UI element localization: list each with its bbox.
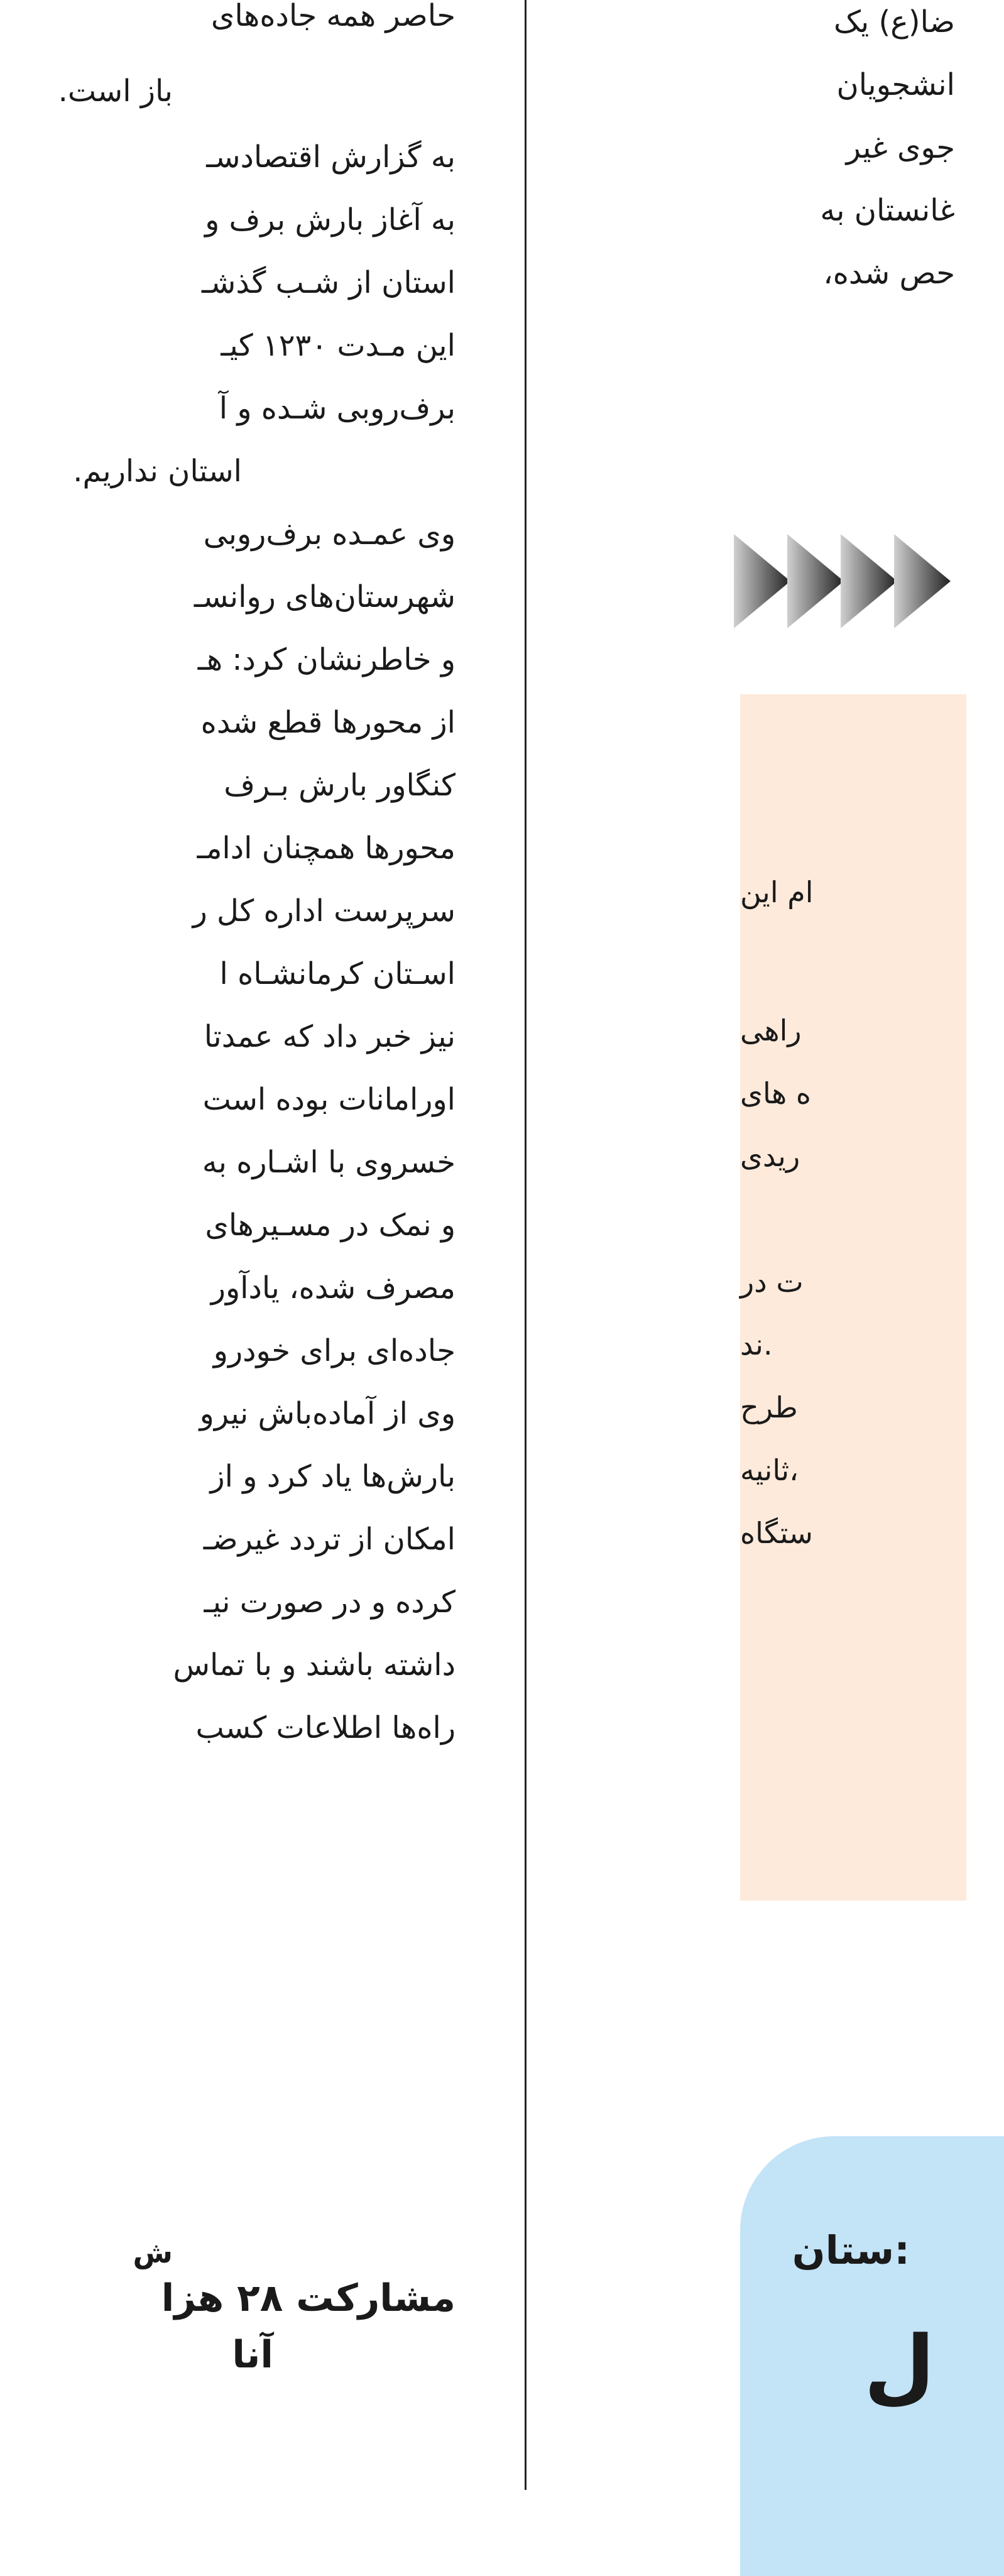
paragraph-line: حاصر همه جاده‌های: [210, 0, 456, 33]
subhead-title: مشارکت ۲۸ هزا: [161, 2276, 456, 2320]
paragraph-line: استان از شـب گذشـ: [202, 265, 456, 300]
box-line: ریدی: [740, 1139, 800, 1173]
paragraph-line: سرپرست اداره کل ر: [192, 893, 456, 929]
paragraph-line: از محورها قطع شده: [200, 705, 456, 740]
paragraph-line: داشته باشند و با تماس: [173, 1647, 456, 1683]
paragraph-line: به آغاز بارش برف و: [205, 202, 456, 237]
paragraph-line: شهرستان‌های روانسـ: [194, 579, 456, 614]
paragraph-line: جاده‌ای برای خودرو: [213, 1333, 456, 1368]
arrow-chevrons-icon: [734, 528, 960, 635]
paragraph-line: بارش‌ها یاد کرد و از: [210, 1459, 456, 1494]
right-top-line: ضا(ع) یک: [833, 4, 955, 40]
right-column: [527, 0, 955, 2490]
paragraph-line: اسـتان کرمانشـاه ا: [219, 956, 456, 991]
paragraph-line: به گزارش اقتصادسـ: [206, 139, 456, 175]
box-line: راهی: [740, 1013, 802, 1047]
paragraph-line: استان نداریم.: [73, 454, 242, 489]
right-top-line: جوی غیر: [846, 130, 955, 165]
paragraph-line: کنگاور بارش بـرف: [224, 768, 456, 803]
box-line: ند.: [740, 1328, 773, 1362]
right-top-line: انشجویان: [836, 67, 955, 102]
paragraph-line: راه‌ها اطلاعات کسب: [195, 1710, 456, 1745]
paragraph-line: و نمک در مسـیرهای: [205, 1208, 456, 1243]
paragraph-line: نیز خبر داد که عمدتا: [204, 1019, 456, 1054]
paragraph-line: وی از آماده‌باش نیرو: [199, 1396, 456, 1431]
paragraph-line: مصرف شده، یادآور: [210, 1270, 456, 1306]
box-line: طرح: [740, 1390, 798, 1424]
paragraph-line: محورها همچنان ادامـ: [197, 831, 456, 866]
box-line: ثانیه،: [740, 1453, 799, 1487]
box-line: ه های: [740, 1076, 812, 1110]
paragraph-line: وی عمـده برف‌روبی: [203, 516, 456, 552]
paragraph-line: کرده و در صورت نیـ: [204, 1585, 456, 1620]
paragraph-line: اورامانات بوده است: [202, 1082, 456, 1117]
box-line: ستگاه: [740, 1516, 813, 1550]
box-line: ت در: [740, 1265, 804, 1299]
bubble-title: ستان:: [792, 2227, 910, 2273]
paragraph-line: خسروی با اشـاره به: [202, 1145, 456, 1180]
bubble-big-text: ل: [864, 2318, 935, 2413]
paragraph-line: امکان از تردد غیرضـ: [203, 1522, 456, 1557]
subhead-kicker: ش: [133, 2235, 173, 2269]
paragraph-line: این مـدت ۱۲۳۰ کیـ: [221, 328, 456, 363]
info-box: [740, 694, 966, 1901]
right-top-line: حص شده،: [823, 256, 955, 291]
paragraph-line: برف‌روبی شـده و آ: [219, 391, 456, 426]
paragraph-line: و خاطرنشان کرد: هـ: [197, 642, 456, 677]
box-line: ام این: [740, 875, 814, 909]
subhead-title-line2: آنا: [232, 2333, 273, 2377]
quote-bubble: [740, 2136, 1004, 2576]
right-top-line: غانستان به: [820, 193, 955, 228]
paragraph-line: باز است.: [58, 74, 173, 109]
